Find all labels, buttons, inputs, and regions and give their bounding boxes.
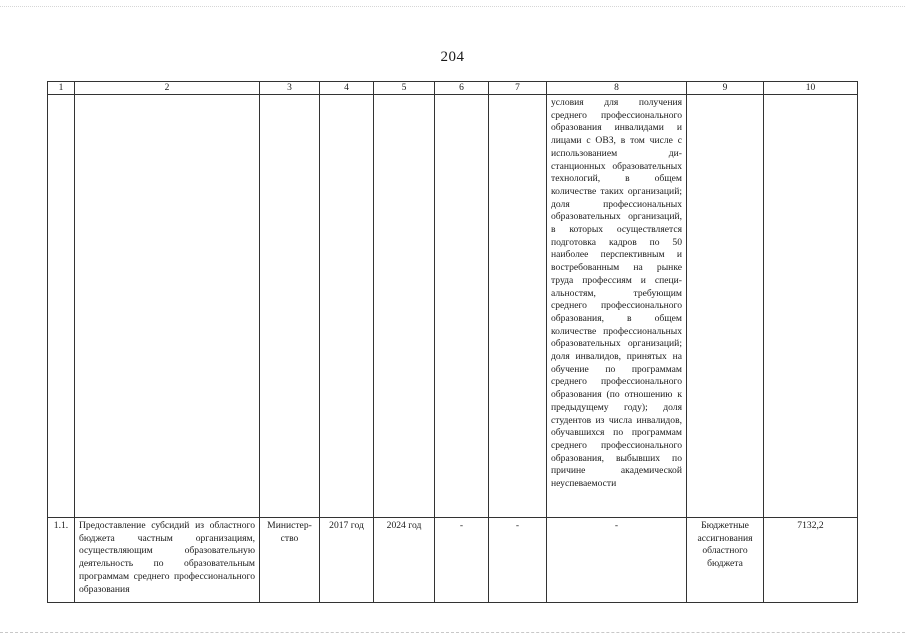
scan-edge-top [0,6,905,8]
cell-empty [489,95,547,518]
col-header-4: 4 [320,82,374,95]
measure-name: Предоставление субсидий из областного бюджета частным организациям, осуществляющим образовательную деятельность по образовательным программам среднего профессионального образования [75,518,260,603]
col-header-2: 2 [75,82,260,95]
row-number: 1.1. [48,518,75,603]
col-header-6: 6 [435,82,489,95]
page-number: 204 [440,49,465,65]
table-row [48,518,858,603]
program-table [47,81,858,603]
cell-empty [764,95,858,518]
col-header-9: 9 [687,82,764,95]
col-header-3: 3 [260,82,320,95]
end-year: 2024 год [374,518,435,603]
cell-empty [320,95,374,518]
funding-source: Бюджетные ассигнования областного бюджета [687,518,764,603]
col-header-10: 10 [764,82,858,95]
start-year: 2017 год [320,518,374,603]
col-header-8: 8 [547,82,687,95]
cell-empty [48,95,75,518]
cell-empty [75,95,260,518]
header-row [48,82,858,95]
cell-dash-7: - [489,518,547,603]
cell-empty [687,95,764,518]
continuation-row [48,95,858,518]
cell-empty [435,95,489,518]
col-header-7: 7 [489,82,547,95]
cell-dash-6: - [435,518,489,603]
cell-dash-8: - [547,518,687,603]
cell-empty [374,95,435,518]
col-header-5: 5 [374,82,435,95]
funding-amount: 7132,2 [764,518,858,603]
executor: Министерство [260,518,320,603]
scan-edge-bottom [0,632,905,634]
col-header-1: 1 [48,82,75,95]
indicators-text: условия для получения среднего профессионального образования инвалидами и лицами с ОВЗ, в том числе с использованием дистанционных образовательных технологий, в общем количестве таких организаций; доля профессиональных образовательных организаций, в которых осуществляется подготовка кадров по 50 наиболее перспективным и востребованным на рынке труда профессиям и специальностям, требующим среднего профессионального образования, в общем количестве профессиональных образовательных организаций; доля инвалидов, принятых на обучение по программам среднего профессионального образования (по отношению к предыдущему году); доля студентов из числа инвалидов, обучавшихся по программам среднего профессионального образования, выбывших по причине академической неуспеваемости [547,95,687,518]
cell-empty [260,95,320,518]
